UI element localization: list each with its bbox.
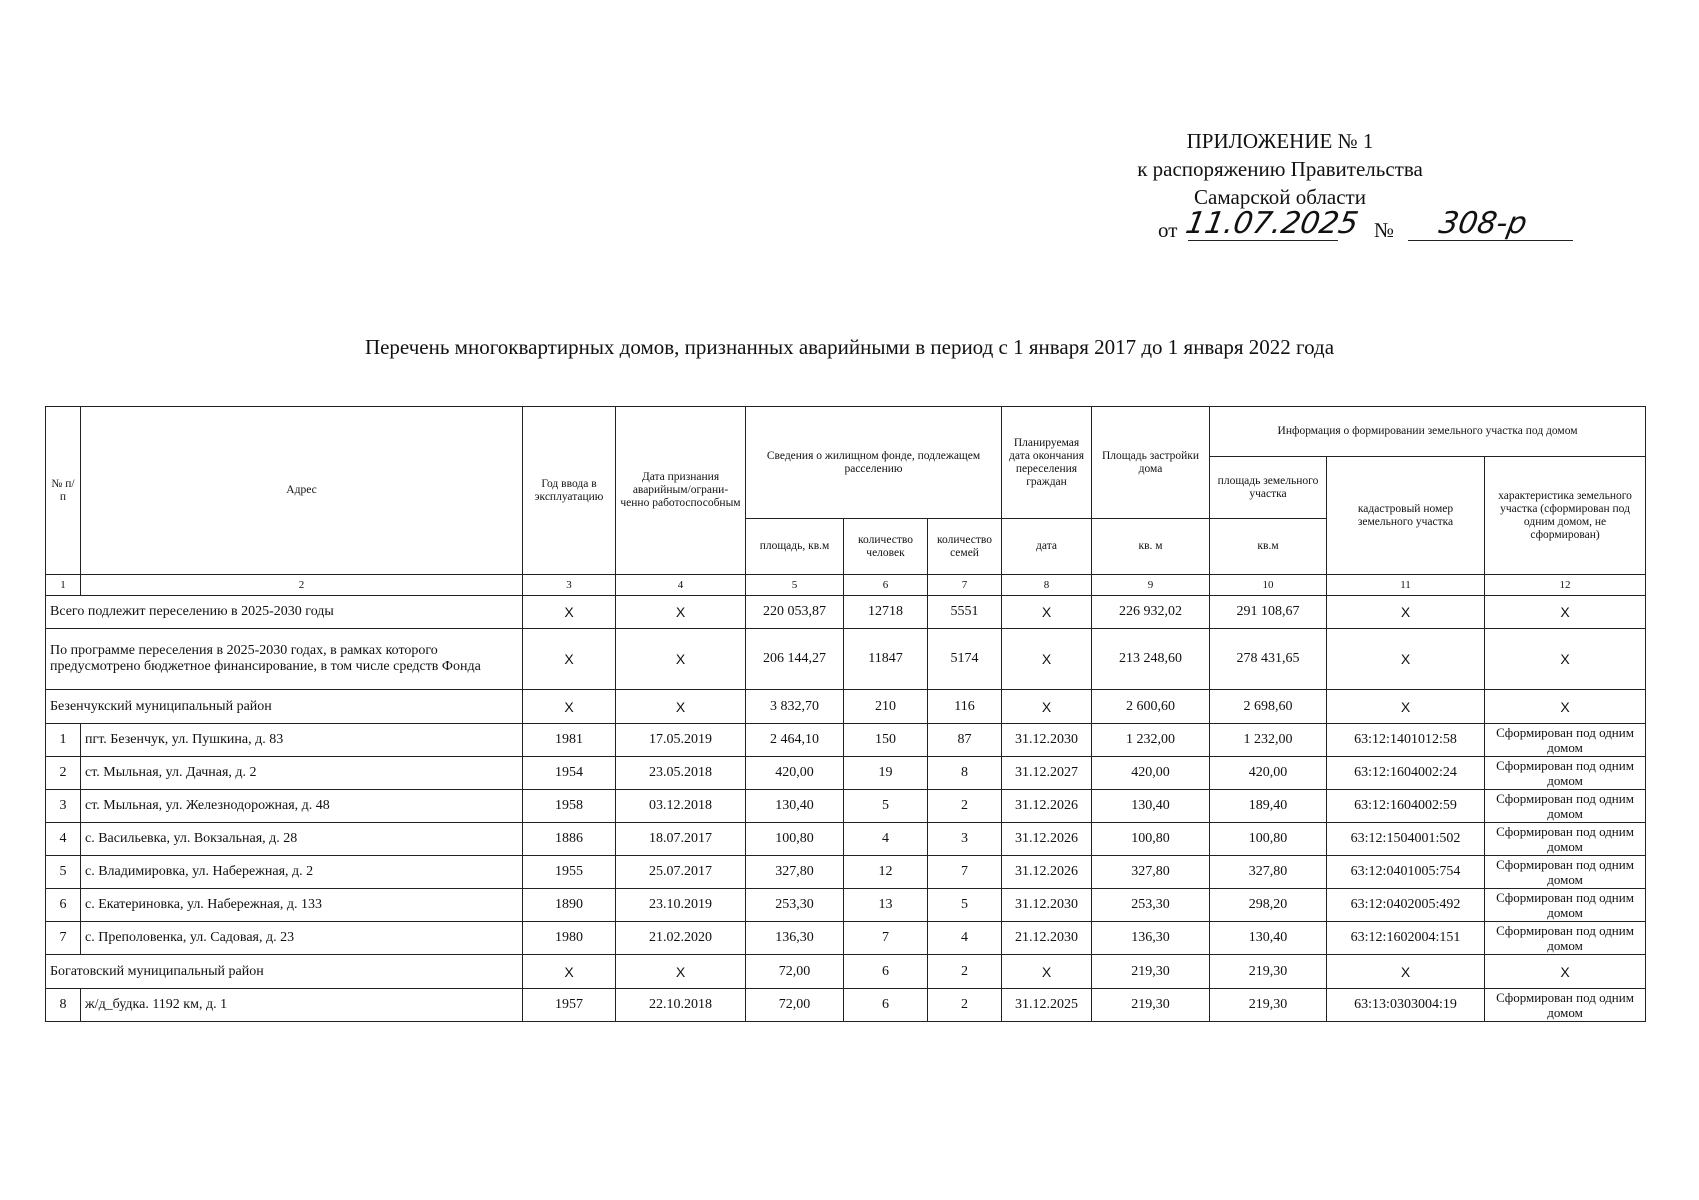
- column-index-cell: 6: [844, 575, 928, 596]
- year-cell: 1980: [523, 922, 616, 955]
- number-sign: №: [1374, 218, 1395, 242]
- header-people: количество человек: [844, 519, 928, 575]
- column-index-cell: 1: [46, 575, 81, 596]
- header-land-area: площадь земельного участка: [1210, 457, 1327, 519]
- build-area-cell: 226 932,02: [1092, 596, 1210, 629]
- address-cell: ж/д_будка. 1192 км, д. 1: [81, 989, 523, 1022]
- land-area-cell: 298,20: [1210, 889, 1327, 922]
- address-cell: пгт. Безенчук, ул. Пушкина, д. 83: [81, 724, 523, 757]
- date-cell: 23.05.2018: [616, 757, 746, 790]
- row-number-cell: 1: [46, 724, 81, 757]
- header-land-char: характеристика земельного участка (сформирован под одним домом, не сформирован): [1485, 457, 1646, 575]
- families-cell: 7: [928, 856, 1002, 889]
- planned-date-cell: 31.12.2030: [1002, 889, 1092, 922]
- people-cell: 7: [844, 922, 928, 955]
- cadastral-cell: X: [1327, 690, 1485, 724]
- people-cell: 210: [844, 690, 928, 724]
- row-number-cell: 3: [46, 790, 81, 823]
- emergency-housing-table: [45, 406, 1646, 1022]
- planned-date-cell: 21.12.2030: [1002, 922, 1092, 955]
- document-title: Перечень многоквартирных домов, признанных аварийными в период с 1 января 2017 до 1 января 2022 года: [364, 335, 1335, 359]
- planned-date-cell: X: [1002, 596, 1092, 629]
- header-address: Адрес: [81, 407, 523, 575]
- house-row: [46, 757, 1646, 790]
- row-number-cell: 5: [46, 856, 81, 889]
- families-cell: 8: [928, 757, 1002, 790]
- cadastral-cell: X: [1327, 955, 1485, 989]
- date-cell: 21.02.2020: [616, 922, 746, 955]
- date-cell: X: [616, 955, 746, 989]
- address-cell: с. Владимировка, ул. Набережная, д. 2: [81, 856, 523, 889]
- build-area-cell: 327,80: [1092, 856, 1210, 889]
- number-underline: [1408, 240, 1573, 241]
- build-area-cell: 1 232,00: [1092, 724, 1210, 757]
- area-cell: 100,80: [746, 823, 844, 856]
- land-area-cell: 219,30: [1210, 955, 1327, 989]
- date-cell: X: [616, 596, 746, 629]
- header-year: Год ввода в эксплуатацию: [523, 407, 616, 575]
- cadastral-cell: X: [1327, 596, 1485, 629]
- cadastral-cell: 63:12:1401012:58: [1327, 724, 1485, 757]
- table-body: [46, 575, 1646, 1022]
- summary-label: По программе переселения в 2025-2030 годах, в рамках которого предусмотрено бюджетное финансирование, в том числе средств Фонда: [46, 629, 523, 690]
- address-cell: с. Преполовенка, ул. Садовая, д. 23: [81, 922, 523, 955]
- planned-date-cell: 31.12.2026: [1002, 790, 1092, 823]
- area-cell: 130,40: [746, 790, 844, 823]
- date-cell: 03.12.2018: [616, 790, 746, 823]
- year-cell: 1955: [523, 856, 616, 889]
- district-row: [46, 690, 1646, 724]
- header-housing-group: Сведения о жилищном фонде, подлежащем расселению: [746, 407, 1002, 519]
- appendix-subtitle: к распоряжению Правительства: [1137, 157, 1423, 181]
- area-cell: 420,00: [746, 757, 844, 790]
- column-index-cell: 2: [81, 575, 523, 596]
- planned-date-cell: 31.12.2025: [1002, 989, 1092, 1022]
- land-char-cell: X: [1485, 629, 1646, 690]
- build-area-cell: 253,30: [1092, 889, 1210, 922]
- row-number-cell: 6: [46, 889, 81, 922]
- decree-number: 308-р: [1436, 206, 1530, 241]
- land-area-cell: 189,40: [1210, 790, 1327, 823]
- header-date-recognized: Дата признания аварийным/ограни-ченно работоспособным: [616, 407, 746, 575]
- house-row: [46, 889, 1646, 922]
- build-area-cell: 100,80: [1092, 823, 1210, 856]
- planned-date-cell: X: [1002, 955, 1092, 989]
- land-area-cell: 327,80: [1210, 856, 1327, 889]
- people-cell: 19: [844, 757, 928, 790]
- header-planned-date: дата: [1002, 519, 1092, 575]
- families-cell: 5551: [928, 596, 1002, 629]
- families-cell: 4: [928, 922, 1002, 955]
- build-area-cell: 420,00: [1092, 757, 1210, 790]
- cadastral-cell: 63:12:1604002:24: [1327, 757, 1485, 790]
- header-num: № п/п: [46, 407, 81, 575]
- column-index-cell: 7: [928, 575, 1002, 596]
- land-area-cell: 2 698,60: [1210, 690, 1327, 724]
- land-area-cell: 219,30: [1210, 989, 1327, 1022]
- appendix-region: Самарской области: [1194, 185, 1366, 209]
- column-index-row: [46, 575, 1646, 596]
- year-cell: 1890: [523, 889, 616, 922]
- planned-date-cell: 31.12.2027: [1002, 757, 1092, 790]
- column-index-cell: 5: [746, 575, 844, 596]
- area-cell: 253,30: [746, 889, 844, 922]
- appendix-title: ПРИЛОЖЕНИЕ № 1: [1186, 129, 1374, 153]
- area-cell: 2 464,10: [746, 724, 844, 757]
- header-area: площадь, кв.м: [746, 519, 844, 575]
- column-index-cell: 11: [1327, 575, 1485, 596]
- people-cell: 12: [844, 856, 928, 889]
- people-cell: 6: [844, 989, 928, 1022]
- cadastral-cell: 63:12:0401005:754: [1327, 856, 1485, 889]
- families-cell: 87: [928, 724, 1002, 757]
- header-build-area: Площадь застройки дома: [1092, 407, 1210, 519]
- land-area-cell: 100,80: [1210, 823, 1327, 856]
- date-cell: 17.05.2019: [616, 724, 746, 757]
- planned-date-cell: 31.12.2026: [1002, 856, 1092, 889]
- district-row: [46, 955, 1646, 989]
- year-cell: X: [523, 596, 616, 629]
- build-area-cell: 219,30: [1092, 955, 1210, 989]
- row-number-cell: 2: [46, 757, 81, 790]
- land-char-cell: Сформирован под одним домом: [1485, 823, 1646, 856]
- header-cadastral: кадастровый номер земельного участка: [1327, 457, 1485, 575]
- planned-date-cell: X: [1002, 690, 1092, 724]
- date-cell: 22.10.2018: [616, 989, 746, 1022]
- land-char-cell: Сформирован под одним домом: [1485, 724, 1646, 757]
- decree-prefix: от: [1158, 218, 1178, 242]
- area-cell: 72,00: [746, 955, 844, 989]
- area-cell: 327,80: [746, 856, 844, 889]
- people-cell: 6: [844, 955, 928, 989]
- build-area-cell: 2 600,60: [1092, 690, 1210, 724]
- date-underline: [1188, 240, 1338, 241]
- house-row: [46, 823, 1646, 856]
- area-cell: 136,30: [746, 922, 844, 955]
- year-cell: X: [523, 629, 616, 690]
- families-cell: 5174: [928, 629, 1002, 690]
- column-index-cell: 10: [1210, 575, 1327, 596]
- land-area-cell: 420,00: [1210, 757, 1327, 790]
- decree-date: 11.07.2025: [1182, 206, 1361, 241]
- date-cell: X: [616, 629, 746, 690]
- families-cell: 2: [928, 790, 1002, 823]
- land-area-cell: 278 431,65: [1210, 629, 1327, 690]
- program-total-row: [46, 629, 1646, 690]
- row-number-cell: 4: [46, 823, 81, 856]
- house-row: [46, 790, 1646, 823]
- cadastral-cell: 63:13:0303004:19: [1327, 989, 1485, 1022]
- address-cell: с. Васильевка, ул. Вокзальная, д. 28: [81, 823, 523, 856]
- families-cell: 5: [928, 889, 1002, 922]
- cadastral-cell: 63:12:0402005:492: [1327, 889, 1485, 922]
- house-row: [46, 922, 1646, 955]
- header-land-area-unit: кв.м: [1210, 519, 1327, 575]
- year-cell: 1886: [523, 823, 616, 856]
- column-index-cell: 4: [616, 575, 746, 596]
- summary-label: Безенчукский муниципальный район: [46, 690, 523, 724]
- header-planned-group: Планируемая дата окончания переселения граждан: [1002, 407, 1092, 519]
- land-char-cell: Сформирован под одним домом: [1485, 790, 1646, 823]
- land-char-cell: Сформирован под одним домом: [1485, 889, 1646, 922]
- land-area-cell: 130,40: [1210, 922, 1327, 955]
- build-area-cell: 136,30: [1092, 922, 1210, 955]
- land-char-cell: Сформирован под одним домом: [1485, 922, 1646, 955]
- planned-date-cell: X: [1002, 629, 1092, 690]
- build-area-cell: 219,30: [1092, 989, 1210, 1022]
- year-cell: 1957: [523, 989, 616, 1022]
- row-number-cell: 7: [46, 922, 81, 955]
- families-cell: 116: [928, 690, 1002, 724]
- year-cell: X: [523, 690, 616, 724]
- house-row: [46, 989, 1646, 1022]
- house-row: [46, 724, 1646, 757]
- column-index-cell: 9: [1092, 575, 1210, 596]
- column-index-cell: 8: [1002, 575, 1092, 596]
- people-cell: 150: [844, 724, 928, 757]
- land-area-cell: 291 108,67: [1210, 596, 1327, 629]
- area-cell: 206 144,27: [746, 629, 844, 690]
- families-cell: 2: [928, 989, 1002, 1022]
- address-cell: ст. Мыльная, ул. Дачная, д. 2: [81, 757, 523, 790]
- area-cell: 72,00: [746, 989, 844, 1022]
- land-char-cell: X: [1485, 596, 1646, 629]
- column-index-cell: 12: [1485, 575, 1646, 596]
- year-cell: X: [523, 955, 616, 989]
- header-families: количество семей: [928, 519, 1002, 575]
- date-cell: 18.07.2017: [616, 823, 746, 856]
- row-number-cell: 8: [46, 989, 81, 1022]
- area-cell: 220 053,87: [746, 596, 844, 629]
- land-char-cell: Сформирован под одним домом: [1485, 989, 1646, 1022]
- people-cell: 12718: [844, 596, 928, 629]
- address-cell: ст. Мыльная, ул. Железнодорожная, д. 48: [81, 790, 523, 823]
- people-cell: 13: [844, 889, 928, 922]
- cadastral-cell: X: [1327, 629, 1485, 690]
- people-cell: 11847: [844, 629, 928, 690]
- address-cell: с. Екатериновка, ул. Набережная, д. 133: [81, 889, 523, 922]
- year-cell: 1958: [523, 790, 616, 823]
- land-char-cell: Сформирован под одним домом: [1485, 856, 1646, 889]
- cadastral-cell: 63:12:1602004:151: [1327, 922, 1485, 955]
- land-char-cell: X: [1485, 690, 1646, 724]
- build-area-cell: 213 248,60: [1092, 629, 1210, 690]
- families-cell: 2: [928, 955, 1002, 989]
- planned-date-cell: 31.12.2030: [1002, 724, 1092, 757]
- appendix-header: [1130, 127, 1430, 211]
- area-cell: 3 832,70: [746, 690, 844, 724]
- date-cell: 23.10.2019: [616, 889, 746, 922]
- cadastral-cell: 63:12:1504001:502: [1327, 823, 1485, 856]
- date-cell: 25.07.2017: [616, 856, 746, 889]
- land-area-cell: 1 232,00: [1210, 724, 1327, 757]
- house-row: [46, 856, 1646, 889]
- total-row: [46, 596, 1646, 629]
- header-build-area-unit: кв. м: [1092, 519, 1210, 575]
- summary-label: Богатовский муниципальный район: [46, 955, 523, 989]
- planned-date-cell: 31.12.2026: [1002, 823, 1092, 856]
- decree-reference: [1158, 206, 1573, 248]
- year-cell: 1954: [523, 757, 616, 790]
- year-cell: 1981: [523, 724, 616, 757]
- people-cell: 4: [844, 823, 928, 856]
- build-area-cell: 130,40: [1092, 790, 1210, 823]
- column-index-cell: 3: [523, 575, 616, 596]
- header-land-group: Информация о формировании земельного участка под домом: [1210, 407, 1646, 457]
- cadastral-cell: 63:12:1604002:59: [1327, 790, 1485, 823]
- summary-label: Всего подлежит переселению в 2025-2030 годы: [46, 596, 523, 629]
- land-char-cell: X: [1485, 955, 1646, 989]
- land-char-cell: Сформирован под одним домом: [1485, 757, 1646, 790]
- families-cell: 3: [928, 823, 1002, 856]
- date-cell: X: [616, 690, 746, 724]
- people-cell: 5: [844, 790, 928, 823]
